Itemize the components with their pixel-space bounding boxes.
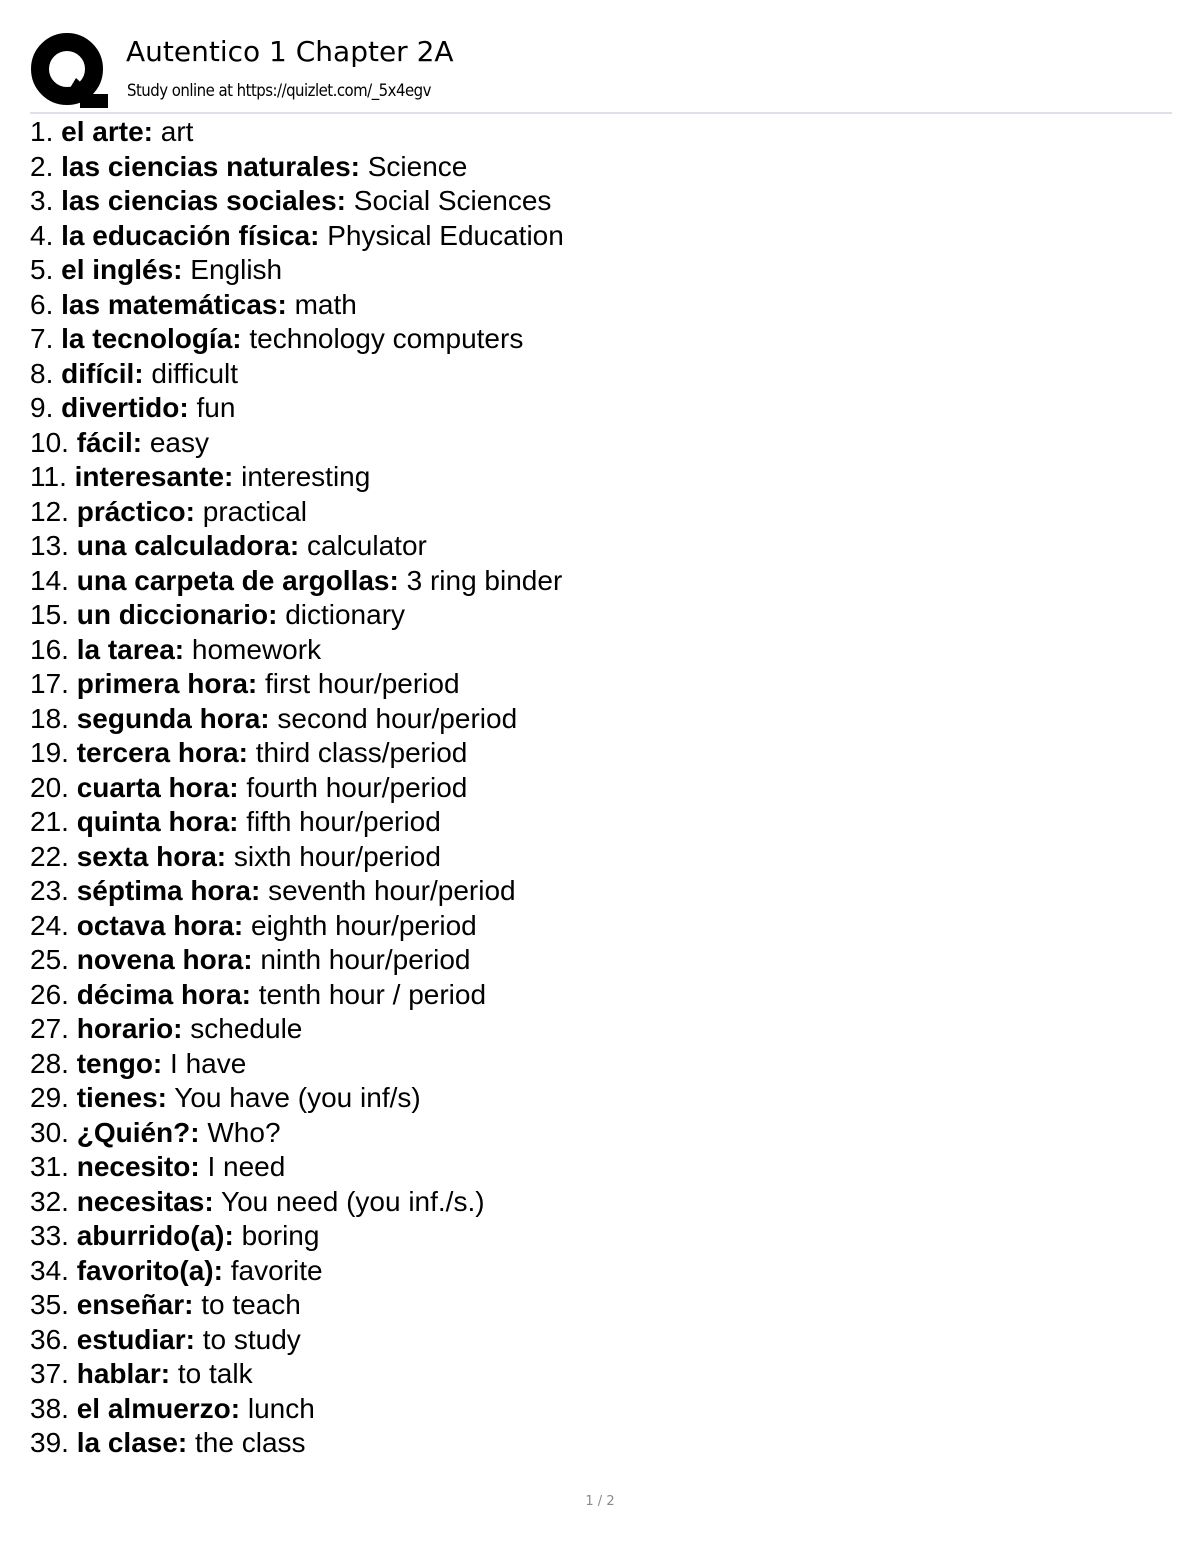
term-number: 34. — [30, 1254, 69, 1286]
term-row — [30, 840, 564, 875]
term-row — [30, 874, 564, 909]
term-word: un diccionario: — [76, 599, 278, 630]
header-divider — [30, 112, 1172, 114]
term-word: fácil: — [76, 426, 143, 458]
term-number: 16. — [30, 633, 69, 665]
term-row — [30, 1357, 564, 1392]
term-definition: Social Sciences — [353, 185, 552, 216]
term-row — [30, 1116, 564, 1151]
term-row — [30, 1392, 564, 1427]
term-row — [30, 1150, 564, 1185]
term-definition: seventh hour/period — [268, 875, 516, 906]
term-number: 18. — [30, 702, 69, 734]
term-row — [30, 1254, 564, 1289]
term-row — [30, 1185, 564, 1220]
term-definition: interesting — [241, 461, 371, 492]
term-row — [30, 391, 564, 426]
term-word: las ciencias naturales: — [61, 150, 360, 182]
term-definition: favorite — [230, 1254, 323, 1286]
term-word: ¿Quién?: — [76, 1116, 200, 1148]
term-number: 6. — [30, 288, 54, 320]
term-word: necesitas: — [76, 1185, 214, 1217]
term-row — [30, 805, 564, 840]
term-definition: You need (you inf./s.) — [220, 1185, 485, 1217]
term-row — [30, 288, 564, 323]
study-online-link[interactable]: Study online at https://quizlet.com/_5x4egv — [127, 81, 431, 101]
term-definition: Science — [367, 150, 468, 182]
term-word: la educación física: — [61, 219, 320, 251]
term-word: las matemáticas: — [61, 288, 287, 320]
term-definition: You have (you inf/s) — [174, 1082, 421, 1113]
term-definition: art — [160, 116, 194, 147]
term-number: 10. — [30, 426, 69, 458]
term-number: 26. — [30, 978, 69, 1010]
quizlet-q-logo-icon — [30, 32, 108, 108]
term-row — [30, 736, 564, 771]
term-word: práctico: — [76, 495, 195, 527]
term-number: 4. — [30, 219, 54, 251]
term-definition: technology computers — [249, 323, 524, 354]
term-number: 31. — [30, 1151, 69, 1182]
term-row — [30, 943, 564, 978]
term-definition: Physical Education — [327, 219, 564, 251]
term-number: 13. — [30, 530, 69, 561]
term-word: décima hora: — [76, 978, 251, 1010]
term-row — [30, 253, 564, 288]
term-number: 37. — [30, 1358, 69, 1389]
term-row — [30, 529, 564, 564]
document-title: Autentico 1 Chapter 2A — [126, 35, 454, 68]
term-definition: Who? — [207, 1116, 281, 1148]
term-number: 15. — [30, 599, 69, 630]
term-definition: second hour/period — [277, 702, 518, 734]
term-word: la tarea: — [76, 633, 185, 665]
term-number: 29. — [30, 1082, 69, 1113]
term-number: 21. — [30, 806, 69, 837]
term-definition: schedule — [190, 1013, 303, 1044]
term-definition: sixth hour/period — [233, 840, 441, 872]
term-definition: English — [190, 254, 283, 285]
term-number: 17. — [30, 668, 69, 699]
term-number: 30. — [30, 1116, 69, 1148]
term-row — [30, 115, 564, 150]
term-number: 23. — [30, 875, 69, 906]
term-number: 2. — [30, 150, 54, 182]
term-row — [30, 598, 564, 633]
term-word: interesante: — [74, 461, 234, 492]
term-definition: ninth hour/period — [260, 944, 471, 975]
term-row — [30, 909, 564, 944]
term-word: aburrido(a): — [76, 1220, 234, 1251]
term-number: 7. — [30, 323, 54, 354]
term-row — [30, 1081, 564, 1116]
term-number: 32. — [30, 1185, 69, 1217]
term-word: cuarta hora: — [76, 771, 239, 803]
term-definition: third class/period — [255, 737, 468, 768]
term-row — [30, 1012, 564, 1047]
term-number: 28. — [30, 1047, 69, 1079]
term-row — [30, 1219, 564, 1254]
term-word: la clase: — [76, 1427, 188, 1458]
term-number: 14. — [30, 564, 69, 596]
term-word: el arte: — [61, 116, 153, 147]
term-row — [30, 1288, 564, 1323]
term-word: estudiar: — [76, 1323, 195, 1355]
term-definition: fifth hour/period — [246, 806, 441, 837]
term-definition: first hour/period — [265, 668, 460, 699]
term-definition: tenth hour / period — [258, 978, 487, 1010]
term-number: 27. — [30, 1013, 69, 1044]
term-row — [30, 1426, 564, 1461]
term-definition: to teach — [201, 1289, 301, 1320]
term-row — [30, 150, 564, 185]
term-word: necesito: — [76, 1151, 200, 1182]
term-row — [30, 184, 564, 219]
term-definition: eighth hour/period — [251, 909, 477, 941]
term-number: 24. — [30, 909, 69, 941]
term-row — [30, 978, 564, 1013]
term-definition: fourth hour/period — [246, 771, 468, 803]
term-definition: practical — [202, 495, 308, 527]
term-word: difícil: — [61, 357, 144, 389]
term-word: enseñar: — [76, 1289, 194, 1320]
term-definition: fun — [196, 392, 236, 423]
term-word: favorito(a): — [76, 1254, 223, 1286]
term-row — [30, 633, 564, 668]
term-row — [30, 771, 564, 806]
term-row — [30, 219, 564, 254]
term-definition: the class — [195, 1427, 306, 1458]
term-number: 19. — [30, 737, 69, 768]
term-word: tercera hora: — [76, 737, 248, 768]
term-definition: I have — [170, 1047, 247, 1079]
term-number: 22. — [30, 840, 69, 872]
term-definition: difficult — [151, 357, 239, 389]
term-row — [30, 564, 564, 599]
term-word: una carpeta de argollas: — [76, 564, 399, 596]
term-number: 36. — [30, 1323, 69, 1355]
term-definition: calculator — [307, 530, 427, 561]
term-number: 39. — [30, 1427, 69, 1458]
term-word: octava hora: — [76, 909, 244, 941]
document-header — [30, 30, 1170, 110]
page-number: 1 / 2 — [585, 1494, 615, 1509]
term-word: segunda hora: — [76, 702, 270, 734]
term-word: las ciencias sociales: — [61, 185, 346, 216]
term-word: el inglés: — [61, 254, 183, 285]
term-definition: 3 ring binder — [406, 564, 563, 596]
term-row — [30, 667, 564, 702]
term-definition: boring — [241, 1220, 320, 1251]
term-number: 11. — [30, 461, 67, 492]
term-number: 25. — [30, 944, 69, 975]
term-number: 9. — [30, 392, 54, 423]
term-row — [30, 702, 564, 737]
term-definition: lunch — [247, 1392, 315, 1424]
term-definition: easy — [149, 426, 210, 458]
term-word: hablar: — [76, 1358, 171, 1389]
term-row — [30, 460, 564, 495]
term-definition: homework — [191, 633, 322, 665]
term-number: 20. — [30, 771, 69, 803]
term-word: novena hora: — [76, 944, 253, 975]
term-word: tienes: — [76, 1082, 167, 1113]
term-word: sexta hora: — [76, 840, 227, 872]
term-number: 5. — [30, 254, 54, 285]
term-word: quinta hora: — [76, 806, 239, 837]
term-number: 12. — [30, 495, 69, 527]
term-word: la tecnología: — [61, 323, 242, 354]
term-number: 33. — [30, 1220, 69, 1251]
term-row — [30, 357, 564, 392]
term-row — [30, 1047, 564, 1082]
term-number: 3. — [30, 185, 54, 216]
term-word: el almuerzo: — [76, 1392, 241, 1424]
term-definition: math — [294, 288, 357, 320]
term-row — [30, 426, 564, 461]
term-definition: to talk — [177, 1358, 253, 1389]
term-definition: dictionary — [285, 599, 406, 630]
term-row — [30, 495, 564, 530]
term-row — [30, 322, 564, 357]
term-number: 8. — [30, 357, 54, 389]
term-definition: I need — [207, 1151, 286, 1182]
term-word: una calculadora: — [76, 530, 300, 561]
term-word: divertido: — [61, 392, 189, 423]
term-number: 35. — [30, 1289, 69, 1320]
term-number: 1. — [30, 116, 54, 147]
term-definition: to study — [202, 1323, 301, 1355]
term-word: tengo: — [76, 1047, 163, 1079]
term-word: primera hora: — [76, 668, 258, 699]
term-word: horario: — [76, 1013, 183, 1044]
term-row — [30, 1323, 564, 1358]
vocabulary-list — [30, 115, 564, 1461]
term-number: 38. — [30, 1392, 69, 1424]
term-word: séptima hora: — [76, 875, 261, 906]
